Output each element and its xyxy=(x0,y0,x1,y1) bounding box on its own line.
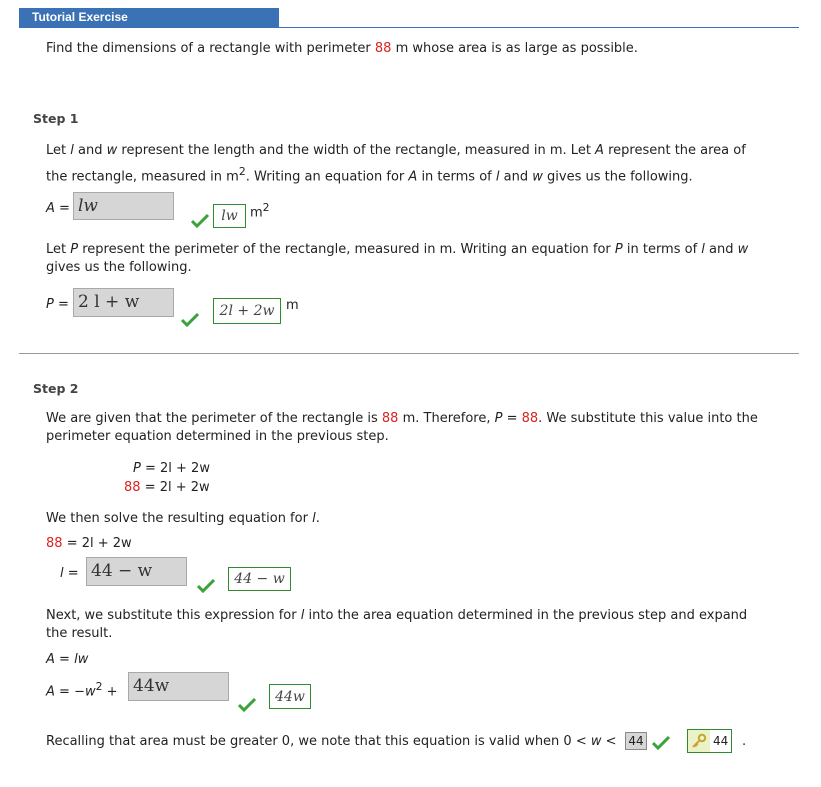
next-text: Next, we substitute this expression for l into the area equation determined in the previous step and expand the result. xyxy=(46,608,748,641)
recall-key-value: 44 xyxy=(713,734,729,748)
question-post: m whose area is as large as possible. xyxy=(391,41,638,56)
recall-answer-input[interactable]: 44 xyxy=(625,732,647,750)
perimeter-key-answer: 2l + 2w xyxy=(213,298,281,324)
recall-key-answer xyxy=(687,729,732,753)
correct-check-icon xyxy=(191,214,209,228)
recall-end: . xyxy=(742,734,747,749)
perimeter-unit: m xyxy=(286,298,299,313)
area-unit: $m^2$ xyxy=(250,201,270,221)
l-label: l = xyxy=(60,566,79,581)
area-equation: A = lw xyxy=(46,652,89,667)
perimeter-intro: Let P represent the perimeter of the rectangle, measured in m. Writing an equation for P in terms of l and w gives us the following. xyxy=(46,242,749,275)
l-answer-input[interactable]: 44 − w xyxy=(86,557,187,586)
perimeter-answer-input[interactable]: 2 l + w xyxy=(73,288,174,317)
perimeter-label: P = xyxy=(46,297,69,312)
equation-3: 88 = 2l + 2w xyxy=(46,536,132,551)
step-2-label: Step 2 xyxy=(33,381,79,396)
question-pre: Find the dimensions of a rectangle with perimeter xyxy=(46,41,375,56)
step-2-intro: We are given that the perimeter of the rectangle is 88 m. Therefore, P = 88. We substitute this value into the perimeter equation determined in the previous step. xyxy=(46,411,758,444)
correct-check-icon xyxy=(181,313,199,327)
correct-check-icon xyxy=(652,736,670,750)
exercise-title: Tutorial Exercise xyxy=(19,8,279,27)
area-label: A = xyxy=(46,201,70,216)
title-rule xyxy=(19,27,799,28)
area-expanded-key-answer: 44w xyxy=(269,684,311,709)
perimeter-value: 88 xyxy=(374,41,392,56)
equation-2: 88 = 2l + 2w xyxy=(124,480,210,495)
key-icon xyxy=(688,730,710,752)
area-expanded-label: $A = -w^2$ + xyxy=(46,680,118,700)
step-1-intro: Let l and w represent the length and the width of the rectangle, measured in m. Let A represent the area of the rectangle, measured in $m^2$. Writing an equation for A in terms of l and w gives us the following. xyxy=(46,143,746,185)
area-key-answer: lw xyxy=(213,204,246,228)
question-text xyxy=(46,38,766,59)
step-1-label: Step 1 xyxy=(33,111,79,126)
solve-text: We then solve the resulting equation for l. xyxy=(46,511,320,526)
correct-check-icon xyxy=(238,698,256,712)
step-divider xyxy=(19,353,799,354)
recall-text: Recalling that area must be greater 0, we note that this equation is valid when 0 < w < xyxy=(46,734,617,749)
area-answer-input[interactable]: lw xyxy=(73,192,174,220)
l-key-answer: 44 − w xyxy=(228,567,291,591)
equation-1: P = 2l + 2w xyxy=(133,461,210,476)
correct-check-icon xyxy=(197,579,215,593)
area-expanded-answer-input[interactable]: 44w xyxy=(128,672,229,701)
